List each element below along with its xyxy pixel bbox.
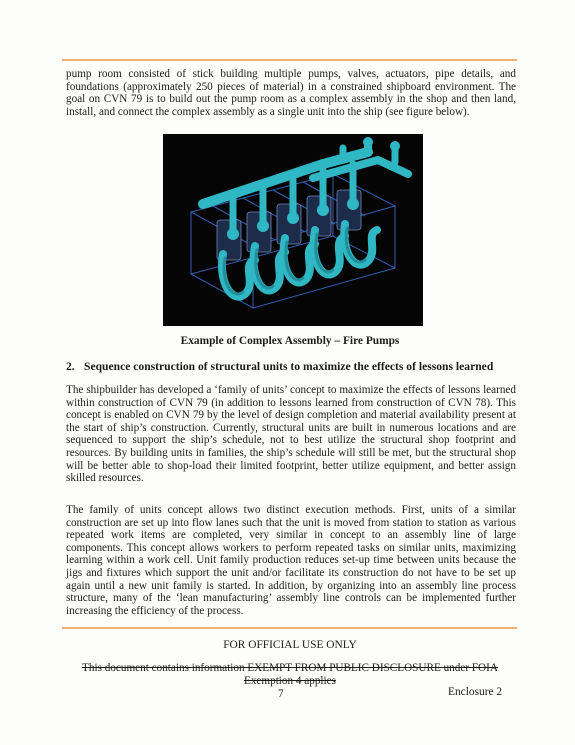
enclosure-label: Enclosure 2 [448, 686, 503, 698]
section-heading [66, 360, 516, 373]
section-title: Sequence construction of structural units to maximize the effects of lessons learned [84, 360, 494, 373]
execution-methods-paragraph: The family of units concept allows two distinct execution methods. First, units of a similar construction are set up into flow lanes such that the unit is moved from station to station as various repeated work items are completed, very similar in concept to an assembly line of large components. This concept allows workers to perform repeated tasks on similar units, maximizing learning within a work cell. Unit family production reduces set-up time between units because the jigs and fixtures which support the unit and/or facilitate its construction do not have to be set up again until a new unit family is started. In addition, by organizing into an assembly line process structure, many of the ‘lean manufacturing’ assembly line controls can be implemented further increasing the efficiency of the process. [66, 504, 516, 617]
classification-marking: FOR OFFICIAL USE ONLY [223, 639, 357, 651]
foia-notice [60, 662, 520, 688]
foia-notice-line-2: Exemption 4 applies [244, 675, 336, 687]
foia-notice-line-1: This document contains information EXEMPT FROM PUBLIC DISCLOSURE under FOIA [82, 662, 498, 674]
top-rule [62, 59, 517, 61]
figure-caption: Example of Complex Assembly – Fire Pumps [180, 335, 400, 347]
bottom-rule [62, 627, 517, 629]
section-number: 2. [66, 360, 75, 373]
fire-pump-illustration [163, 134, 423, 326]
family-of-units-paragraph: The shipbuilder has developed a ‘family of units’ concept to maximize the effects of lessons learned within construction of CVN 79 (in addition to lessons learned from construction of CVN 78). This concept is enabled on CVN 79 by the level of design completion and material availability present at the start of ship’s construction. Currently, structural units are built in numerous locations and are sequenced to support the ship’s schedule, not to best utilize the structural shop footprint and resources. By building units in families, the ship’s schedule will still be met, but the structural shop will be better able to shop-load their limited footprint, better utilize equipment, and better assign skilled resources. [66, 384, 516, 485]
page-number: 7 [278, 688, 284, 700]
intro-paragraph: pump room consisted of stick building multiple pumps, valves, actuators, pipe details, and foundations (approximately 250 pieces of material) in a constrained shipboard environment. The goal on CVN 79 is to build out the pump room as a complex assembly in the shop and then land, install, and connect the complex assembly as a single unit into the ship (see figure below). [66, 68, 516, 118]
fire-pump-assembly-figure [163, 134, 423, 326]
